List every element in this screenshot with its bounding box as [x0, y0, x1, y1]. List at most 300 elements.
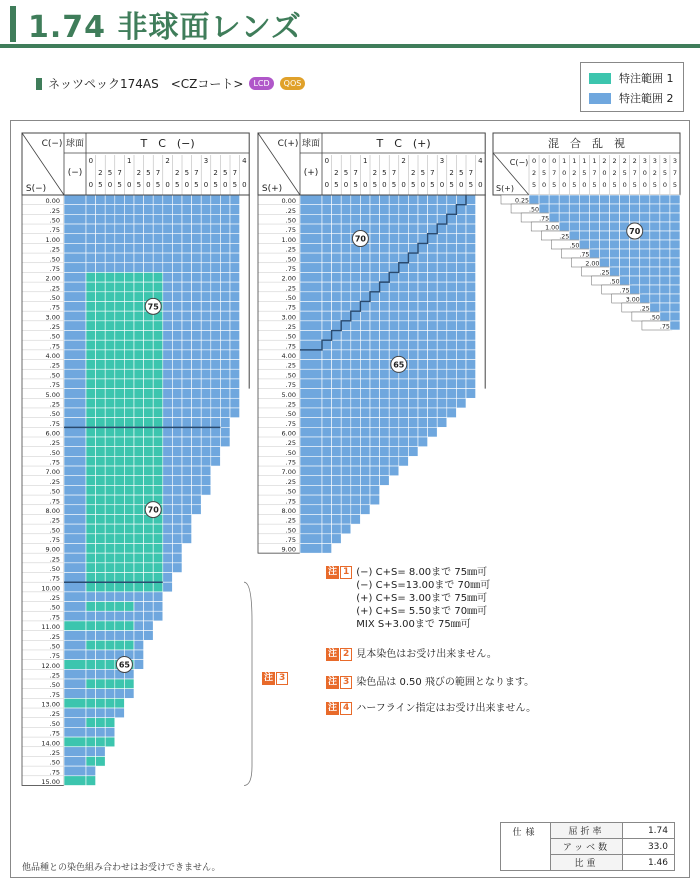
grid-cell [115, 301, 125, 311]
col-label: 5 [107, 169, 113, 177]
grid-cell [172, 534, 182, 544]
grid-cell [660, 312, 670, 321]
grid-cell [230, 272, 240, 282]
grid-cell [96, 360, 106, 370]
grid-cell [96, 640, 106, 650]
grid-cell [201, 360, 211, 370]
grid-cell [300, 437, 322, 447]
grid-cell [380, 379, 390, 389]
grid-cell [360, 311, 370, 321]
grid-cell [153, 466, 163, 476]
grid-cell [163, 427, 173, 437]
grid-cell [124, 389, 134, 399]
grid-cell [399, 282, 409, 292]
grid-cell [447, 205, 457, 215]
grid-cell [182, 282, 192, 292]
grid-cell [182, 447, 192, 457]
row-label: 5.00 [45, 390, 60, 399]
col-label: 7 [155, 169, 161, 177]
grid-cell [124, 456, 134, 466]
grid-cell [408, 263, 418, 273]
grid-cell [134, 573, 144, 583]
grid-cell [105, 369, 115, 379]
grid-cell [182, 195, 192, 205]
grid-cell [300, 398, 322, 408]
note-4-text: ハーフライン指定はお受け出来ません。 [356, 703, 537, 714]
grid-cell [437, 418, 447, 428]
grid-cell [192, 214, 202, 224]
grid-cell [428, 340, 438, 350]
grid-cell [201, 408, 211, 418]
grid-cell [332, 466, 342, 476]
grid-cell [670, 258, 680, 267]
grid-cell [172, 476, 182, 486]
grid-cell [144, 331, 154, 341]
grid-cell [630, 249, 640, 258]
row-label: .50 [49, 410, 60, 419]
grid-cell [172, 466, 182, 476]
grid-cell [115, 331, 125, 341]
grid-cell [201, 485, 211, 495]
grid-cell [466, 321, 476, 331]
grid-cell [437, 243, 447, 253]
row-label: .75 [49, 458, 60, 467]
col-label: 0 [478, 181, 483, 189]
row-label: 3.00 [625, 296, 640, 304]
grid-cell [341, 437, 351, 447]
row-label: 15.00 [41, 777, 60, 786]
grid-cell [341, 195, 351, 205]
grid-cell [322, 243, 332, 253]
grid-cell [220, 301, 230, 311]
col-label: 0 [531, 157, 537, 165]
col-label: 5 [622, 169, 627, 177]
grid-cell [332, 282, 342, 292]
grid-cell [380, 195, 390, 205]
grid-cell [182, 418, 192, 428]
grid-cell [96, 495, 106, 505]
grid-cell [153, 214, 163, 224]
grid-cell [456, 195, 466, 205]
grid-cell [86, 582, 96, 592]
grid-cell [115, 427, 125, 437]
grid-cell [370, 214, 380, 224]
col-label: 5 [194, 181, 199, 189]
grid-cell [64, 776, 86, 786]
grid-cell [640, 195, 650, 204]
grid-cell [124, 495, 134, 505]
col-label: 0 [401, 181, 406, 189]
grid-cell [230, 301, 240, 311]
grid-cell [650, 294, 660, 303]
grid-cell [134, 495, 144, 505]
row-label: .50 [285, 448, 296, 457]
col-label: 7 [632, 169, 637, 177]
grid-cell [86, 456, 96, 466]
corner-label-c: C(+) [277, 139, 299, 149]
grid-cell [64, 224, 86, 234]
grid-cell [211, 214, 221, 224]
col-label: 5 [652, 181, 657, 189]
grid-cell [124, 640, 134, 650]
corner-label-c: C(−) [41, 139, 63, 149]
grid-cell [192, 466, 202, 476]
grid-cell [201, 282, 211, 292]
grid-cell [86, 543, 96, 553]
grid-cell [144, 369, 154, 379]
grid-cell [182, 534, 192, 544]
grid-cell [300, 360, 322, 370]
grid-cell [115, 640, 125, 650]
grid-cell [163, 253, 173, 263]
grid-cell [86, 650, 96, 660]
grid-cell [466, 369, 476, 379]
grid-cell [660, 303, 670, 312]
grid-cell [134, 331, 144, 341]
grid-cell [144, 543, 154, 553]
grid-cell [599, 195, 609, 204]
grid-cell [559, 213, 569, 222]
grid-cell [380, 369, 390, 379]
grid-cell [201, 205, 211, 215]
row-label: .50 [529, 206, 540, 214]
grid-cell [341, 389, 351, 399]
grid-cell [428, 418, 438, 428]
grid-cell [96, 669, 106, 679]
grid-cell [134, 282, 144, 292]
grid-cell [437, 234, 447, 244]
grid-cell [332, 321, 342, 331]
grid-cell [360, 292, 370, 302]
grid-cell [428, 389, 438, 399]
grid-cell [96, 263, 106, 273]
grid-cell [211, 408, 221, 418]
grid-cell [660, 213, 670, 222]
grid-cell [370, 485, 380, 495]
grid-cell [351, 214, 361, 224]
row-label: .25 [285, 206, 296, 215]
grid-cell [64, 727, 86, 737]
grid-cell [230, 369, 240, 379]
grid-cell [192, 321, 202, 331]
col-label: 0 [184, 181, 190, 189]
grid-cell [341, 456, 351, 466]
grid-cell [182, 263, 192, 273]
grid-cell [105, 379, 115, 389]
grid-cell [86, 437, 96, 447]
grid-cell [201, 350, 211, 360]
grid-cell [389, 214, 399, 224]
grid-cell [408, 331, 418, 341]
grid-cell [332, 437, 342, 447]
grid-cell [650, 285, 660, 294]
row-label: 13.00 [41, 700, 60, 709]
grid-cell [300, 195, 322, 205]
grid-cell [115, 621, 125, 631]
grid-cell [456, 360, 466, 370]
grid-cell [134, 640, 144, 650]
col-label: 0 [542, 157, 547, 165]
grid-cell [456, 224, 466, 234]
grid-cell [124, 621, 134, 631]
grid-cell [134, 253, 144, 263]
grid-cell [620, 258, 630, 267]
grid-cell [211, 243, 221, 253]
grid-cell [640, 294, 650, 303]
grid-cell [134, 321, 144, 331]
grid-cell [466, 389, 476, 399]
grid-cell [64, 679, 86, 689]
grid-cell [456, 263, 466, 273]
grid-cell [153, 418, 163, 428]
grid-cell [370, 331, 380, 341]
row-label: 1.00 [281, 235, 296, 244]
grid-cell [105, 311, 115, 321]
row-label: 4.00 [45, 352, 60, 361]
spec-table [500, 822, 675, 871]
row-label: 4.00 [281, 352, 296, 361]
col-label: 3 [203, 157, 209, 165]
grid-cell [182, 224, 192, 234]
grid-cell [380, 360, 390, 370]
grid-cell [86, 766, 96, 776]
col-label: 5 [430, 181, 435, 189]
col-label: 2 [602, 157, 607, 165]
grid-cell [341, 398, 351, 408]
grid-cell [670, 240, 680, 249]
col-label: 5 [353, 181, 358, 189]
row-label: .75 [49, 497, 60, 506]
grid-cell [134, 408, 144, 418]
grid-cell [389, 456, 399, 466]
grid-cell [389, 398, 399, 408]
col-label: 2 [612, 157, 617, 165]
grid-cell [399, 195, 409, 205]
grid-cell [332, 205, 342, 215]
grid-cell [134, 379, 144, 389]
grid-cell [370, 456, 380, 466]
col-label: 5 [382, 169, 387, 177]
grid-cell [153, 573, 163, 583]
grid-cell [447, 301, 457, 311]
grid-cell [399, 408, 409, 418]
col-label: 5 [542, 169, 547, 177]
grid-cell [660, 249, 670, 258]
grid-cell [86, 243, 96, 253]
col-label: 5 [572, 181, 577, 189]
row-label: 10.00 [41, 584, 60, 593]
grid-cell [389, 427, 399, 437]
grid-cell [115, 573, 125, 583]
grid-cell [389, 292, 399, 302]
grid-cell [300, 514, 322, 524]
grid-cell [456, 321, 466, 331]
grid-cell [182, 495, 192, 505]
grid-cell [172, 263, 182, 273]
grid-cell [124, 611, 134, 621]
grid-cell [399, 379, 409, 389]
grid-cell [589, 195, 599, 204]
col-label: 0 [362, 181, 368, 189]
grid-cell [192, 195, 202, 205]
grid-cell [96, 389, 106, 399]
grid-cell [115, 679, 125, 689]
grid-cell [124, 243, 134, 253]
grid-cell [211, 350, 221, 360]
grid-cell [134, 543, 144, 553]
grid-cell [341, 360, 351, 370]
grid-cell [300, 234, 322, 244]
grid-cell [456, 205, 466, 215]
grid-cell [115, 234, 125, 244]
grid-cell [144, 253, 154, 263]
grid-cell [332, 369, 342, 379]
grid-cell [380, 340, 390, 350]
grid-cell [86, 195, 96, 205]
grid-cell [351, 379, 361, 389]
grid-cell [192, 369, 202, 379]
grid-cell [134, 534, 144, 544]
grid-cell [64, 389, 86, 399]
grid-cell [105, 543, 115, 553]
grid-cell [230, 379, 240, 389]
grid-cell [640, 267, 650, 276]
grid-cell [408, 350, 418, 360]
corner-label-c: C(−) [509, 158, 529, 167]
note-tag-3: 注 3 [326, 676, 352, 689]
grid-cell [650, 213, 660, 222]
grid-cell [163, 447, 173, 457]
grid-cell [115, 631, 125, 641]
grid-cell [370, 418, 380, 428]
grid-cell [105, 360, 115, 370]
grid-cell [447, 214, 457, 224]
grid-cell [447, 408, 457, 418]
grid-cell [134, 660, 144, 670]
grid-cell [134, 340, 144, 350]
grid-cell [360, 427, 370, 437]
grid-cell [230, 331, 240, 341]
grid-cell [124, 379, 134, 389]
grid-cell [153, 321, 163, 331]
grid-cell [115, 543, 125, 553]
row-label: .75 [539, 215, 550, 223]
grid-cell [182, 234, 192, 244]
grid-cell [322, 321, 332, 331]
grid-cell [124, 282, 134, 292]
grid-cell [64, 466, 86, 476]
grid-cell [529, 195, 539, 204]
grid-cell [115, 214, 125, 224]
grid-cell [105, 340, 115, 350]
col-label: 0 [222, 181, 228, 189]
grid-cell [124, 476, 134, 486]
grid-cell [172, 563, 182, 573]
grid-cell [640, 276, 650, 285]
grid-cell [418, 379, 428, 389]
grid-cell [86, 292, 96, 302]
grid-cell [105, 592, 115, 602]
note-tag-1: 注 1 [326, 566, 352, 579]
page-title: 1.74 非球面レンズ [28, 10, 302, 45]
grid-cell [322, 224, 332, 234]
grid-cell [341, 253, 351, 263]
grid-cell [192, 427, 202, 437]
grid-cell [351, 514, 361, 524]
col-label: 0 [562, 181, 567, 189]
col-label: 0 [203, 181, 209, 189]
row-label: .25 [49, 323, 60, 332]
grid-cell [351, 195, 361, 205]
col-label: 0 [642, 181, 647, 189]
grid-cell [96, 524, 106, 534]
grid-cell [163, 398, 173, 408]
grid-cell [163, 553, 173, 563]
grid-cell [86, 408, 96, 418]
grid-cell [220, 340, 230, 350]
row-label: .75 [285, 342, 296, 351]
grid-cell [115, 224, 125, 234]
grid-cell [230, 292, 240, 302]
col-label: 7 [468, 169, 474, 177]
grid-cell [428, 360, 438, 370]
row-label: .75 [285, 226, 296, 235]
grid-cell [300, 466, 322, 476]
grid-cell [153, 534, 163, 544]
grid-cell [201, 234, 211, 244]
grid-cell [211, 292, 221, 302]
col-label: 4 [478, 157, 483, 165]
grid-cell [230, 195, 240, 205]
grid-cell [96, 447, 106, 457]
diameter-mark-label: 65 [118, 660, 130, 670]
grid-cell [86, 727, 96, 737]
row-label: .25 [49, 477, 60, 486]
grid-cell [389, 282, 399, 292]
grid-cell [322, 495, 332, 505]
row-label: .50 [49, 758, 60, 767]
grid-cell [332, 534, 342, 544]
grid-cell [105, 263, 115, 273]
grid-cell [351, 418, 361, 428]
col-label: 5 [420, 169, 426, 177]
grid-cell [124, 534, 134, 544]
grid-cell [64, 398, 86, 408]
grid-cell [96, 514, 106, 524]
grid-cell [220, 418, 230, 428]
grid-cell [650, 249, 660, 258]
grid-cell [115, 437, 125, 447]
grid-cell [300, 485, 322, 495]
grid-cell [211, 205, 221, 215]
grid-cell [64, 573, 86, 583]
grid-cell [380, 476, 390, 486]
grid-cell [408, 398, 418, 408]
col-label: 1 [592, 157, 597, 165]
grid-cell [144, 573, 154, 583]
col-label: 0 [582, 181, 587, 189]
grid-cell [64, 563, 86, 573]
col-label: 1 [126, 157, 132, 165]
grid-cell [105, 437, 115, 447]
grid-cell [153, 427, 163, 437]
grid-cell [105, 350, 115, 360]
grid-cell [599, 231, 609, 240]
grid-cell [124, 679, 134, 689]
grid-cell [153, 602, 163, 612]
grid-cell [182, 369, 192, 379]
col-label: 0 [552, 157, 557, 165]
